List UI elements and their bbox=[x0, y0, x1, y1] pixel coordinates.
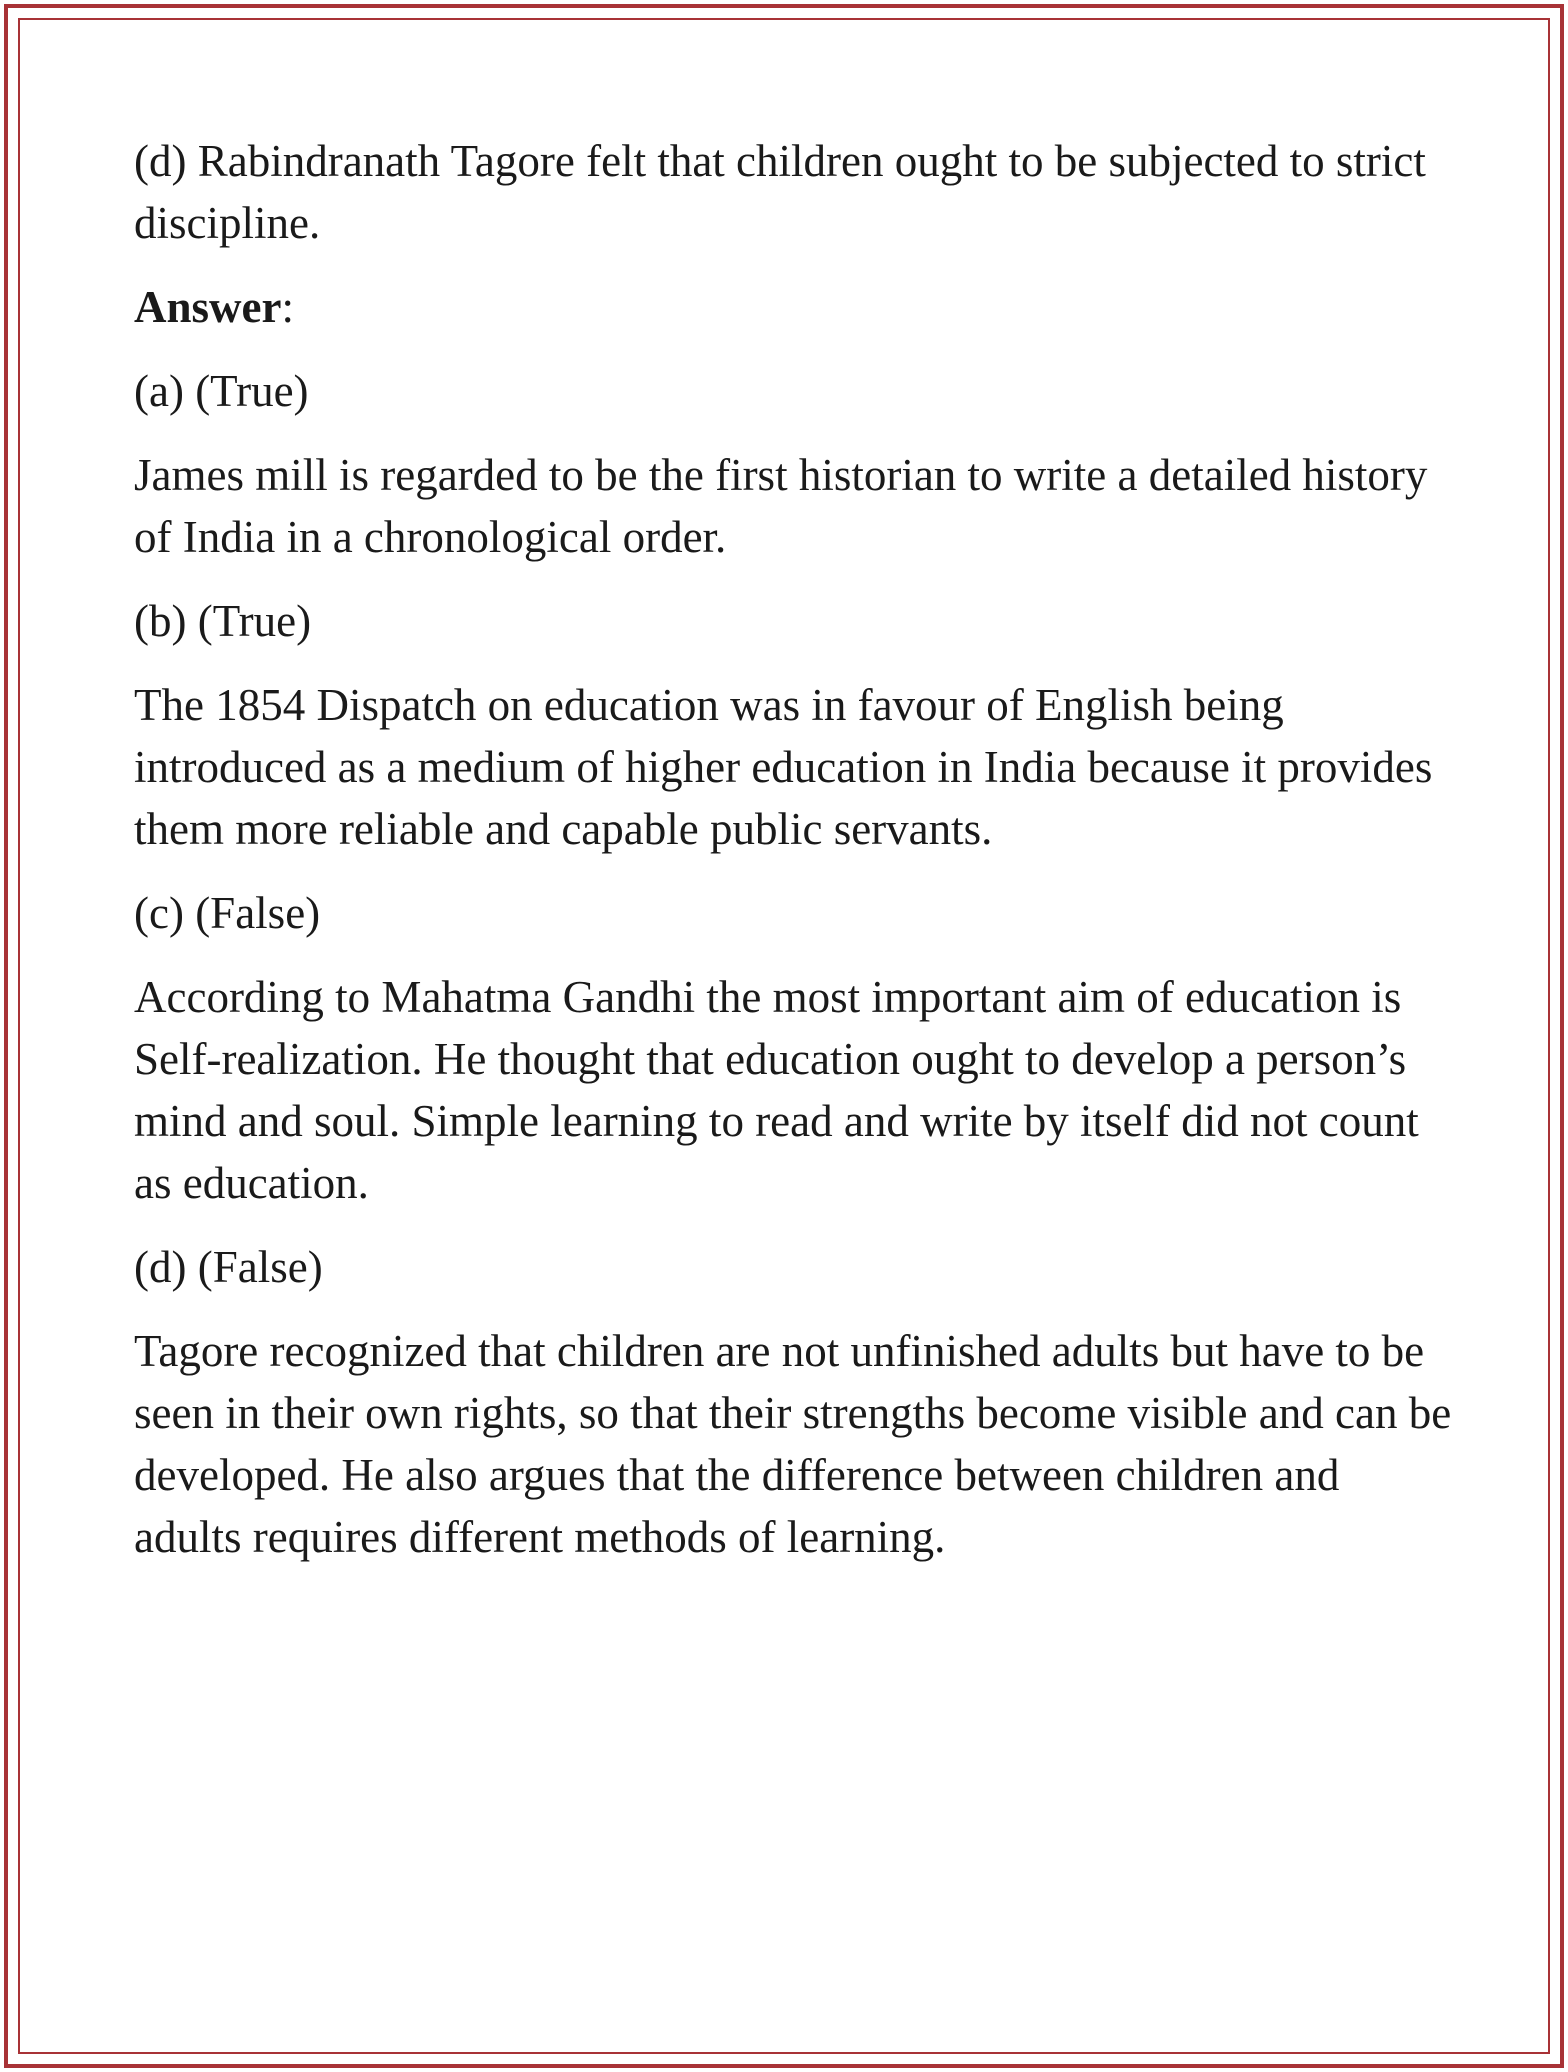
answer-a-text: James mill is regarded to be the first historian to write a detailed history of India in a chronological order. bbox=[134, 450, 1428, 562]
answer-heading-colon: : bbox=[281, 282, 294, 332]
answer-c-label: (c) (False) bbox=[134, 888, 321, 938]
answer-b-text: The 1854 Dispatch on education was in favour of English being introduced as a medium of higher education in India because it provides them more reliable and capable public servants. bbox=[134, 680, 1433, 854]
question-d-text: (d) Rabindranath Tagore felt that children ought to be subjected to strict discipline. bbox=[134, 136, 1426, 248]
answer-b-label: (b) (True) bbox=[134, 596, 312, 646]
answer-heading-line bbox=[134, 276, 1454, 338]
answer-heading: Answer bbox=[134, 282, 282, 332]
answer-c-text: According to Mahatma Gandhi the most important aim of education is Self-realization. He thought that education ought to develop a person’s mind and soul. Simple learning to read and write by itself did not count as education. bbox=[134, 972, 1419, 1208]
answer-d-label: (d) (False) bbox=[134, 1242, 323, 1292]
document-body bbox=[134, 130, 1454, 1590]
answer-d-text: Tagore recognized that children are not unfinished adults but have to be seen in their own rights, so that their strengths become visible and can be developed. He also argues that the difference between children and adults requires different methods of learning. bbox=[134, 1326, 1452, 1562]
answer-a-label: (a) (True) bbox=[134, 366, 309, 416]
